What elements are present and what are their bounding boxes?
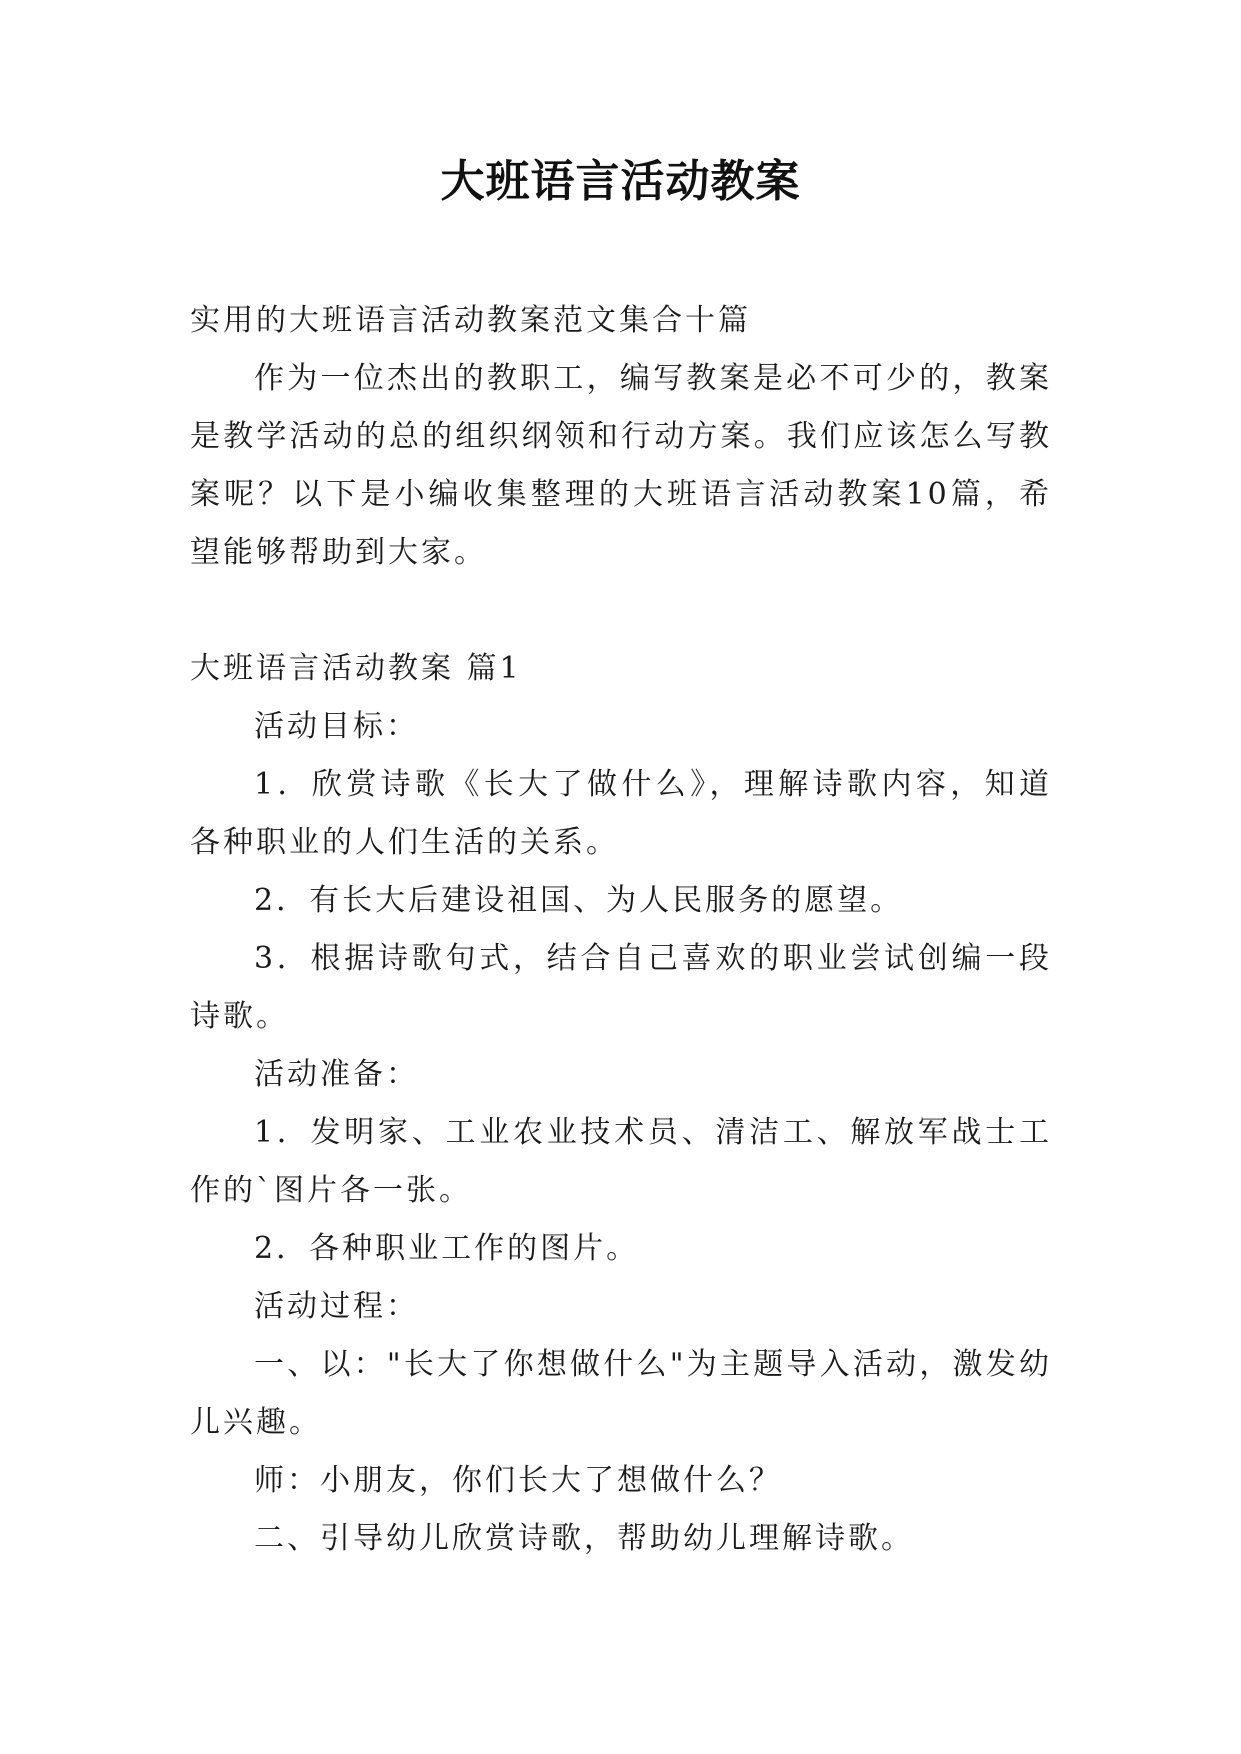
paragraph-preparation-label: 活动准备：: [254, 1057, 419, 1092]
paragraph-goal-1: 1．欣赏诗歌《长大了做什么》，理解诗歌内容，知道各种职业的人们生活的关系。: [190, 767, 1052, 860]
paragraph-spacer: [190, 582, 1052, 640]
paragraph-goal-2: 2．有长大后建设祖国、为人民服务的愿望。: [254, 883, 904, 918]
paragraph-preparation-1: 1．发明家、工业农业技术员、清洁工、解放军战士工作的`图片各一张。: [190, 1115, 1052, 1208]
paragraph-activity-goals-label: 活动目标：: [254, 709, 419, 744]
paragraph-process-step-2: 二、引导幼儿欣赏诗歌，帮助幼儿理解诗歌。: [254, 1521, 914, 1556]
paragraph-process-label: 活动过程：: [254, 1289, 419, 1324]
document-title: 大班语言活动教案: [440, 156, 801, 207]
paragraph-goal-3: 3．根据诗歌句式，结合自己喜欢的职业尝试创编一段诗歌。: [190, 941, 1052, 1034]
section-heading: 大班语言活动教案 篇1: [190, 651, 522, 686]
paragraph-teacher-question: 师：小朋友，你们长大了想做什么？: [254, 1463, 782, 1498]
intro-paragraph: 作为一位杰出的教职工，编写教案是必不可少的，教案是教学活动的总的组织纲领和行动方案。我们应该怎么写教案呢？以下是小编收集整理的大班语言活动教案10篇，希望能够帮助到大家。: [190, 361, 1052, 570]
document-body: [190, 292, 1052, 1568]
document-subtitle: 实用的大班语言活动教案范文集合十篇: [190, 303, 751, 338]
paragraph-preparation-2: 2．各种职业工作的图片。: [254, 1231, 640, 1266]
paragraph-process-step-1: 一、以："长大了你想做什么"为主题导入活动，激发幼儿兴趣。: [190, 1347, 1052, 1440]
